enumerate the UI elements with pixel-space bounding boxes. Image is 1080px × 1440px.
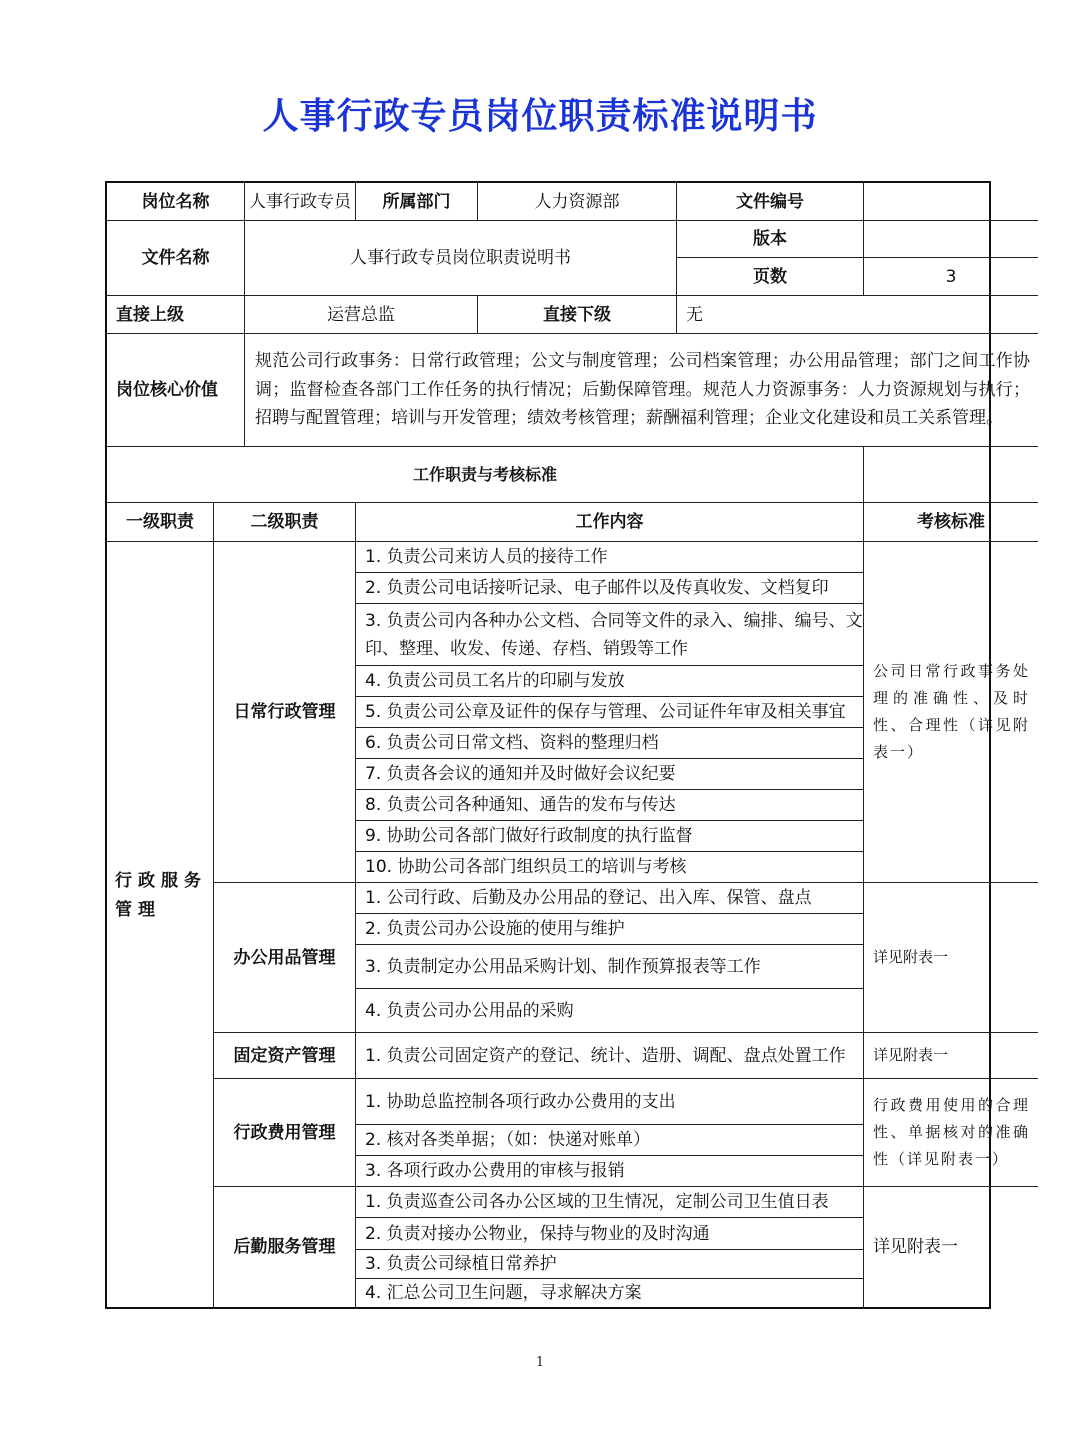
file-name-value: 人事行政专员岗位职责说明书 <box>245 221 677 296</box>
pages-label: 页数 <box>677 258 864 296</box>
work-item: 2. 负责公司电话接听记录、电子邮件以及传真收发、文档复印 <box>356 573 864 604</box>
level1-duty: 行政服务管理 <box>107 542 214 1250</box>
job-description-table <box>105 181 1030 1309</box>
core-value-text: 规范公司行政事务：日常行政管理；公文与制度管理；公司档案管理；办公用品管理；部门之间工作协调；监督检查各部门工作任务的执行情况；后勤保障管理。规范人力资源事务：人力资源规划与执行；招聘与配置管理；培训与开发管理；绩效考核管理；薪酬福利管理；企业文化建设和员工关系管理。 <box>245 334 1038 447</box>
work-item: 2. 负责公司办公设施的使用与维护 <box>356 914 864 945</box>
superior-label: 直接上级 <box>107 296 245 334</box>
level2-duty-admin-expenses: 行政费用管理 <box>214 1079 356 1187</box>
version-value <box>864 221 1038 258</box>
work-item: 3. 负责制定办公用品采购计划、制作预算报表等工作 <box>356 945 864 989</box>
work-item: 4. 负责公司员工名片的印刷与发放 <box>356 666 864 697</box>
work-item: 3. 负责公司绿植日常养护 <box>356 1250 864 1279</box>
work-item: 6. 负责公司日常文档、资料的整理归档 <box>356 728 864 759</box>
page-title: 人事行政专员岗位职责标准说明书 <box>262 96 818 137</box>
file-no-value <box>864 183 1038 221</box>
section-title-blank <box>864 447 1038 503</box>
page-number: 1 <box>535 1355 545 1370</box>
standard-daily-admin: 公司日常行政事务处理的准确性、及时性、合理性（详见附表一） <box>864 542 1038 883</box>
col-level2: 二级职责 <box>214 503 356 542</box>
work-item: 10. 协助公司各部门组织员工的培训与考核 <box>356 852 864 883</box>
core-value-label: 岗位核心价值 <box>107 334 245 447</box>
work-item: 1. 负责公司来访人员的接待工作 <box>356 542 864 573</box>
col-level1: 一级职责 <box>107 503 214 542</box>
work-item: 1. 协助总监控制各项行政办公费用的支出 <box>356 1079 864 1125</box>
work-item: 9. 协助公司各部门做好行政制度的执行监督 <box>356 821 864 852</box>
work-item: 4. 汇总公司卫生问题，寻求解决方案 <box>356 1279 864 1307</box>
work-item: 2. 负责对接办公物业，保持与物业的及时沟通 <box>356 1218 864 1250</box>
position-name-label: 岗位名称 <box>107 183 245 221</box>
position-name-value: 人事行政专员 <box>245 183 356 221</box>
department-label: 所属部门 <box>356 183 478 221</box>
standard-fixed-assets: 详见附表一 <box>864 1033 1038 1079</box>
level2-duty-fixed-assets: 固定资产管理 <box>214 1033 356 1079</box>
col-standard: 考核标准 <box>864 503 1038 542</box>
work-item: 7. 负责各会议的通知并及时做好会议纪要 <box>356 759 864 790</box>
standard-logistics: 详见附表一 <box>873 1236 958 1257</box>
file-no-label: 文件编号 <box>677 183 864 221</box>
work-item: 4. 负责公司办公用品的采购 <box>356 989 864 1033</box>
work-item: 8. 负责公司各种通知、通告的发布与传达 <box>356 790 864 821</box>
work-item: 1. 负责公司固定资产的登记、统计、造册、调配、盘点处置工作 <box>356 1033 864 1079</box>
work-item: 1. 公司行政、后勤及办公用品的登记、出入库、保管、盘点 <box>356 883 864 914</box>
col-content: 工作内容 <box>356 503 864 542</box>
standard-office-supplies: 详见附表一 <box>864 883 1038 1033</box>
level2-duty-logistics: 后勤服务管理 <box>214 1187 356 1307</box>
level2-duty-daily-admin: 日常行政管理 <box>214 542 356 883</box>
work-item: 5. 负责公司公章及证件的保存与管理、公司证件年审及相关事宜 <box>356 697 864 728</box>
work-item: 3. 负责公司内各种办公文档、合同等文件的录入、编排、编号、文印、整理、收发、传递、存档、销毁等工作 <box>356 604 864 666</box>
superior-value: 运营总监 <box>245 296 478 334</box>
level2-duty-office-supplies: 办公用品管理 <box>214 883 356 1033</box>
pages-value: 3 <box>864 258 1038 296</box>
subordinate-value: 无 <box>677 296 1038 334</box>
work-item: 1. 负责巡查公司各办公区域的卫生情况，定制公司卫生值日表 <box>356 1187 864 1218</box>
level1-duty-continuation <box>107 1250 214 1307</box>
subordinate-label: 直接下级 <box>478 296 677 334</box>
file-name-label: 文件名称 <box>107 221 245 296</box>
section-title: 工作职责与考核标准 <box>107 447 864 503</box>
standard-admin-expenses: 行政费用使用的合理性、单据核对的准确性（详见附表一） <box>864 1079 1038 1187</box>
work-item: 2. 核对各类单据；（如：快递对账单） <box>356 1125 864 1156</box>
version-label: 版本 <box>677 221 864 258</box>
work-item: 3. 各项行政办公费用的审核与报销 <box>356 1156 864 1187</box>
department-value: 人力资源部 <box>478 183 677 221</box>
